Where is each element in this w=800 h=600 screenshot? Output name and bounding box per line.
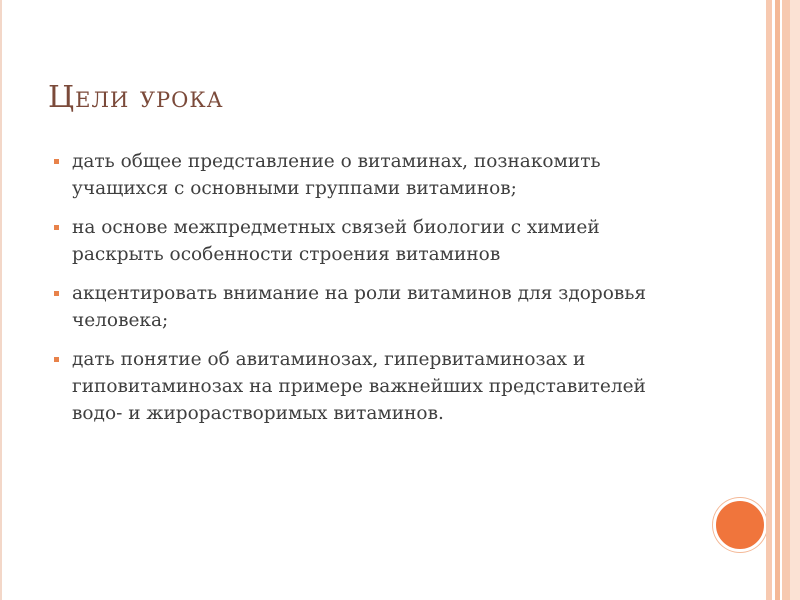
square-bullet-icon: [54, 159, 59, 164]
decorative-circle-icon: [713, 498, 767, 552]
bullet-text: дать общее представление о витаминах, познакомить учащихся с основными группами витаминов;: [72, 151, 601, 199]
bullet-item: [50, 214, 690, 268]
square-bullet-icon: [54, 357, 59, 362]
border-stripe: [782, 0, 790, 600]
slide-title: Цели урока: [48, 80, 224, 115]
bullet-item: [50, 280, 690, 334]
square-bullet-icon: [54, 291, 59, 296]
bullet-text: акцентировать внимание на роли витаминов для здоровья человека;: [72, 283, 647, 331]
bullet-text: дать понятие об авитаминозах, гипервитаминозах и гиповитаминозах на примере важнейших представителей водо- и жирорастворимых витаминов.: [72, 349, 646, 424]
bullet-item: [50, 346, 690, 427]
bullet-text: на основе межпредметных связей биологии с химией раскрыть особенности строения витаминов: [72, 217, 600, 265]
border-stripe: [790, 0, 800, 600]
square-bullet-icon: [54, 225, 59, 230]
bullet-list: [50, 148, 690, 439]
left-frame-line: [0, 0, 2, 600]
bullet-item: [50, 148, 690, 202]
